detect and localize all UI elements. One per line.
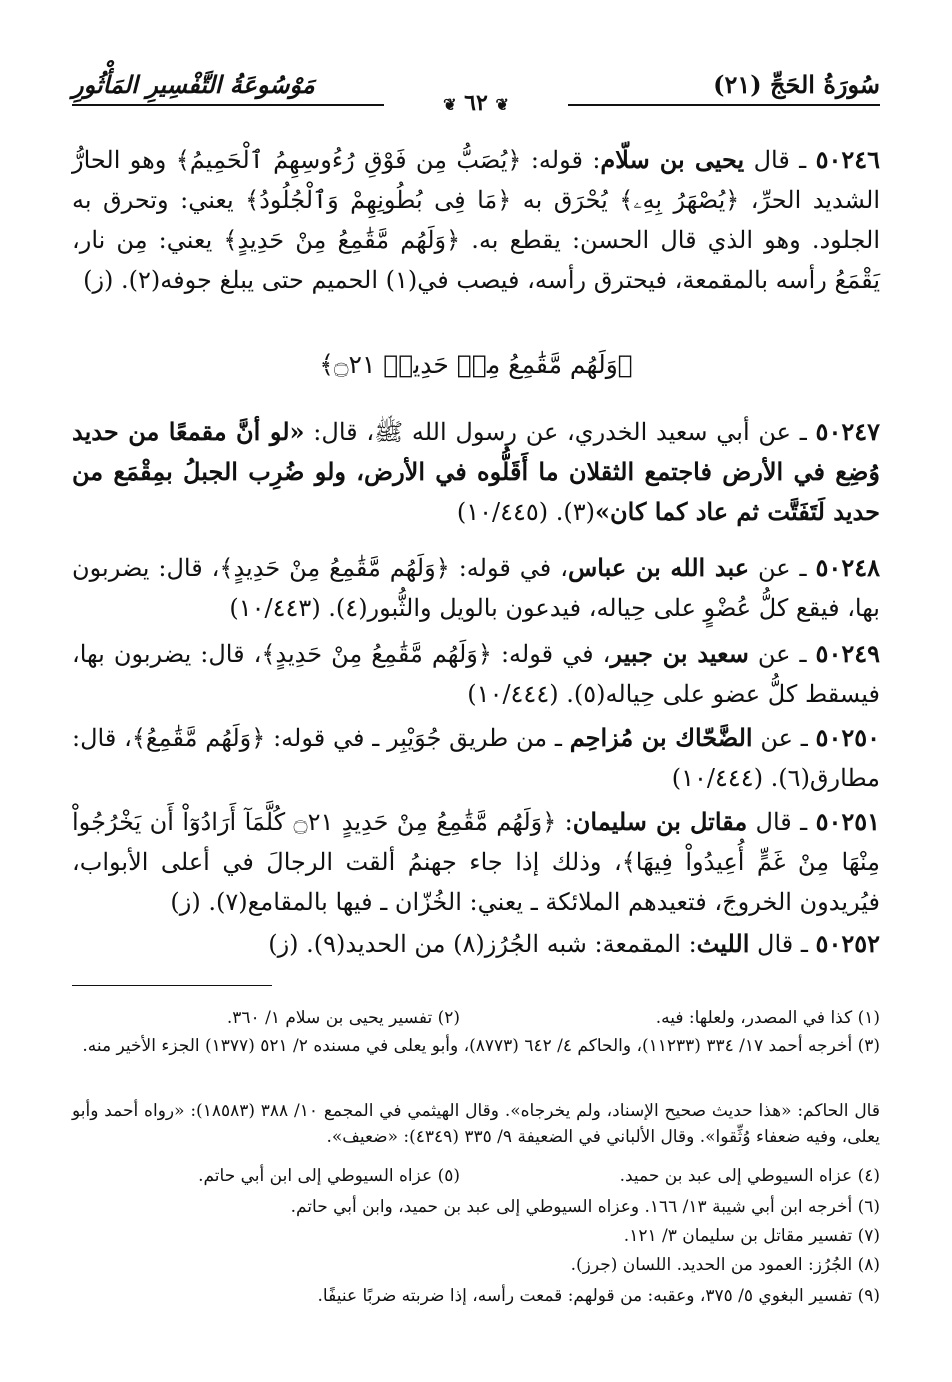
entry-intro: ـ عن أبي سعيد الخدري، عن رسول الله ﷺ، قال:: [304, 418, 807, 446]
entry-50252: [72, 924, 880, 964]
footnote-3-comment: قال الحاكم: «هذا حديث صحيح الإسناد، ولم يخرجاه». وقال الهيثمي في المجمع ١٠/ ٣٨٨ (١٨٥٨٣): «رواه أحمد وأبو يعلى، وفيه ضعفاء وُثِّقوا». وقال الألباني في الضعيفة ٩/ ٣٣٥ (٤٣٤٩): «ضعيف».: [72, 1101, 880, 1147]
ornament-icon: ❦: [495, 95, 509, 114]
entry-text: ـ من طريق جُوَيْبِر ـ في قوله: ﴿وَلَهُم مَّقَٰمِعُ﴾، قال: مطارق(٦). (١٠/٤٤٤): [72, 724, 880, 792]
entry-narrator: مقاتل بن سليمان: [572, 807, 748, 836]
entry-50250: [72, 718, 880, 798]
footnote-7: (٧) تفسير مقاتل بن سليمان ٣/ ١٢١.: [623, 1226, 880, 1246]
entry-number: ٥٠٢٤٧: [815, 417, 880, 446]
entry-50249: [72, 634, 880, 714]
entry-citation: (٣). (١٠/٤٤٥): [456, 498, 596, 526]
entry-intro: ـ قال: [744, 146, 807, 174]
footnote-separator: [72, 985, 272, 986]
header-rule-right: [568, 104, 880, 106]
entry-50251: [72, 802, 880, 922]
entry-intro: ـ قال: [749, 930, 808, 958]
entry-intro: ـ عن: [752, 724, 808, 752]
entry-number: ٥٠٢٥٢: [815, 929, 880, 958]
entry-number: ٥٠٢٥١: [815, 807, 881, 836]
entry-intro: ـ قال: [747, 808, 808, 836]
entry-text: : المقمعة: شبه الجُرُز(٨) من الحديد(٩). (ز): [268, 930, 697, 958]
footnote-9: (٩) تفسير البغوي ٥/ ٣٧٥، وعقبه: من قولهم: قمعت رأسه، إذا ضربته ضربًا عنيفًا.: [317, 1286, 880, 1306]
page: [72, 0, 880, 1382]
footnote-8: (٨) الجُرُز: العمود من الحديد. اللسان (جرز).: [570, 1255, 880, 1275]
entry-narrator: الليث: [696, 929, 750, 958]
entry-number: ٥٠٢٤٦: [815, 145, 881, 174]
entry-number: ٥٠٢٤٩: [815, 639, 880, 668]
entry-narrator: يحيى بن سلّام: [600, 145, 745, 174]
header-page-number-block: [384, 90, 568, 116]
verse-heading: ﴿وَلَهُم مَّقَٰمِعُ مِنۡ حَدِيدٖ ۝٢١﴾: [319, 350, 633, 379]
footnote-6: (٦) أخرجه ابن أبي شيبة ١٣/ ١٦٦. وعزاه السيوطي إلى عبد بن حميد، وابن أبي حاتم.: [290, 1197, 880, 1217]
ornament-icon: ❦: [443, 95, 457, 114]
entry-text: : ﴿وَلَهُم مَّقَٰمِعُ مِنْ حَدِيدٍ ۝٢١ كُلَّمَآ أَرَادُوٓاْ أَن يَخْرُجُواْ مِنْهَا مِنْ غَمٍّ أُعِيدُواْ فِيهَا﴾، وذلك إذا جاء جهنمُ ألقت الرجالَ في أعلى الأبواب، فيُريدون الخروجَ، فتعيدهم الملائكة ـ يعني: الخُزّان ـ فيها بالمقامع(٧). (ز): [72, 808, 880, 916]
footnote-1: (١) كذا في المصدر، ولعلها: فيه.: [655, 1008, 880, 1028]
entry-number: ٥٠٢٤٨: [815, 553, 880, 582]
running-header: [72, 60, 880, 116]
header-surah-title: سُورَةُ الحَجِّ (٢١): [713, 70, 880, 99]
entry-text: ، في قوله: ﴿وَلَهُم مَّقَٰمِعُ مِنْ حَدِيدٍ﴾، قال: يضربون بها، فيسقط كلُّ عضو على حِياله(٥). (١٠/٤٤٤): [72, 640, 880, 708]
header-rule-left: [72, 104, 384, 106]
entry-50246: [72, 140, 880, 300]
page-number: ٦٢: [464, 90, 488, 116]
entry-intro: ـ عن: [748, 640, 807, 668]
entry-narrator: الضَّحّاك بن مُزاحِم: [569, 723, 753, 752]
footnote-2: (٢) تفسير يحيى بن سلام ١/ ٣٦٠.: [226, 1008, 460, 1028]
header-book-title: مَوْسُوعَةُ التَّفْسِيرِ المَأْثُورِ: [72, 70, 315, 99]
entry-50248: [72, 548, 880, 628]
entry-number: ٥٠٢٥٠: [815, 723, 880, 752]
footnote-4: (٤) عزاه السيوطي إلى عبد بن حميد.: [619, 1166, 880, 1186]
entry-text: ، في قوله: ﴿وَلَهُم مَّقَٰمِعُ مِنْ حَدِيدٍ﴾، قال: يضربون بها، فيقع كلُّ عُضْوٍ على حِياله، فيدعون بالويل والثُّبور(٤). (١٠/٤٤٣): [72, 554, 880, 622]
footnote-3: (٣) أخرجه أحمد ١٧/ ٣٣٤ (١١٢٣٣)، والحاكم ٤/ ٦٤٢ (٨٧٧٣)، وأبو يعلى في مسنده ٢/ ٥٢١ (١٣٧٧) الجزء الأخير منه.: [82, 1036, 880, 1056]
entry-intro: ـ عن: [749, 554, 807, 582]
footnote-5: (٥) عزاه السيوطي إلى ابن أبي حاتم.: [198, 1166, 460, 1186]
entry-text: : قوله: ﴿يُصَبُّ مِن فَوْقِ رُءُوسِهِمُ ٱلْحَمِيمُ﴾ وهو الحارُّ الشديد الحرِّ، ﴿يُصْهَرُ بِهِۦ﴾ يُحْرَق به ﴿مَا فِى بُطُونِهِمْ وَٱلْجُلُودُ﴾ يعني: وتحرق به الجلود. وهو الذي قال الحسن: يقطع به. ﴿وَلَهُم مَّقَٰمِعُ مِنْ حَدِيدٍ﴾ يعني: مِن نار، يَقْمَعُ رأسه بالمقمعة، فيحترق رأسه، فيصب في(١) الحميم حتى يبلغ جوفه(٢). (ز): [72, 146, 880, 294]
entry-narrator: سعيد بن جبير: [610, 639, 749, 668]
entry-narrator: عبد الله بن عباس: [567, 553, 750, 582]
entry-50247: [72, 412, 880, 532]
hadith-text: «لو أنَّ مقمعًا من حديد وُضِع في الأرض فاجتمع الثقلان ما أَقَلُّوه في الأرض، ولو ضُرِب الجبلُ بمِقْمَع من حديد لَتَفَتَّت ثم عاد كما كان»: [72, 417, 881, 526]
